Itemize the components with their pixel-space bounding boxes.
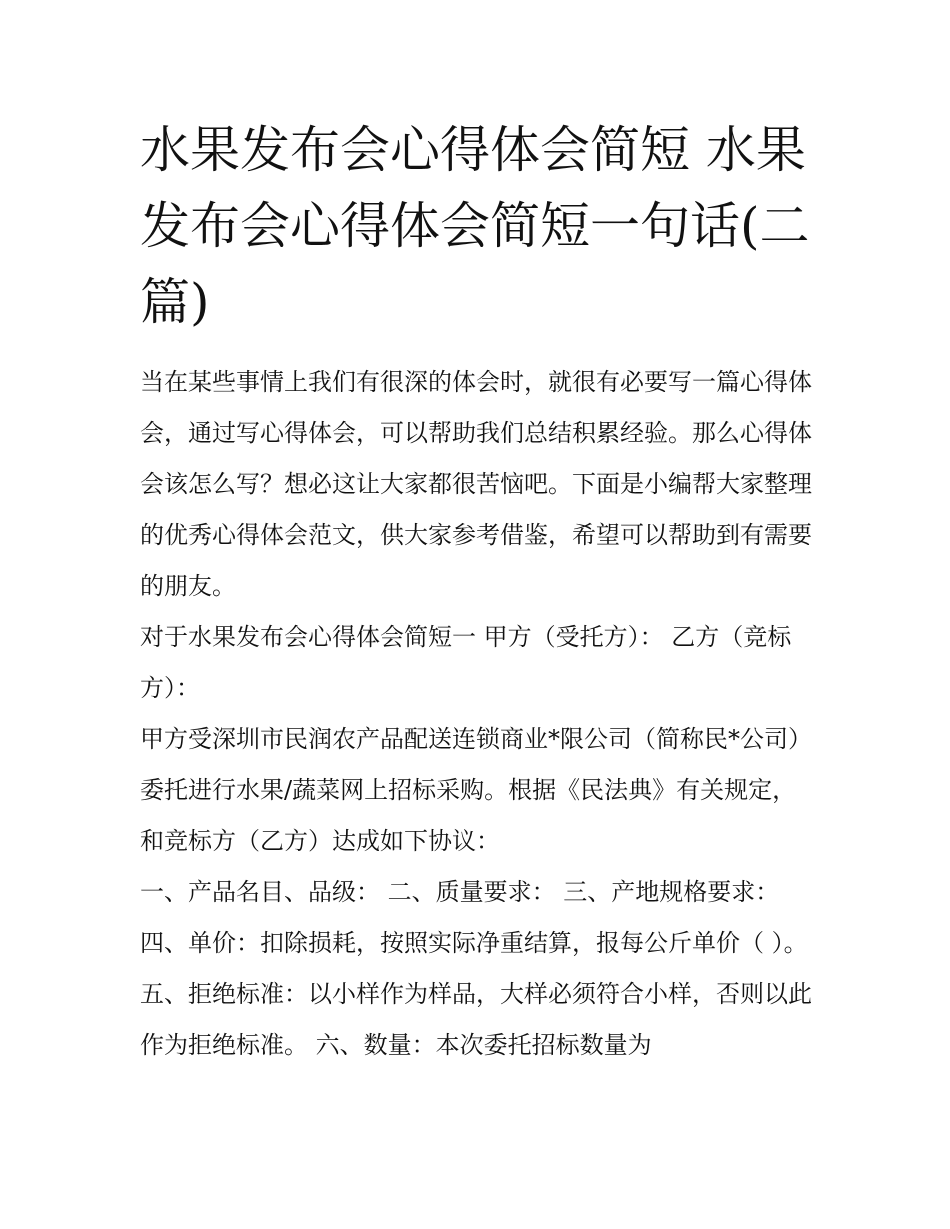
rejection-quantity-paragraph: 五、拒绝标准：以小样作为样品，大样必须符合小样，否则以此作为拒绝标准。 六、数量：本次委托招标数量为: [140, 980, 812, 1059]
intro-paragraph: 当在某些事情上我们有很深的体会时，就很有必要写一篇心得体会，通过写心得体会，可以帮助我们总结积累经验。那么心得体会该怎么写？想必这让大家都很苦恼吧。下面是小编帮大家整理的优秀心得体会范文，供大家参考借鉴，希望可以帮助到有需要的朋友。: [140, 368, 812, 600]
terms-1-3-paragraph: 一、产品名目、品级： 二、质量要求： 三、产地规格要求：: [140, 878, 780, 906]
entrustment-paragraph: 甲方受深圳市民润农产品配送连锁商业*限公司（简称民*公司）委托进行水果/蔬菜网上招标采购。根据《民法典》有关规定，和竞标方（乙方）达成如下协议：: [140, 725, 812, 855]
document-body: [140, 357, 820, 1071]
document-title: 水果发布会心得体会简短 水果发布会心得体会简短一句话(二篇): [140, 121, 810, 331]
unit-price-paragraph: 四、单价：扣除损耗，按照实际净重结算，报每公斤单价（ ）。: [140, 929, 808, 957]
section-heading-paragraph: 对于水果发布会心得体会简短一 甲方（受托方）： 乙方（竞标方）：: [140, 623, 792, 702]
